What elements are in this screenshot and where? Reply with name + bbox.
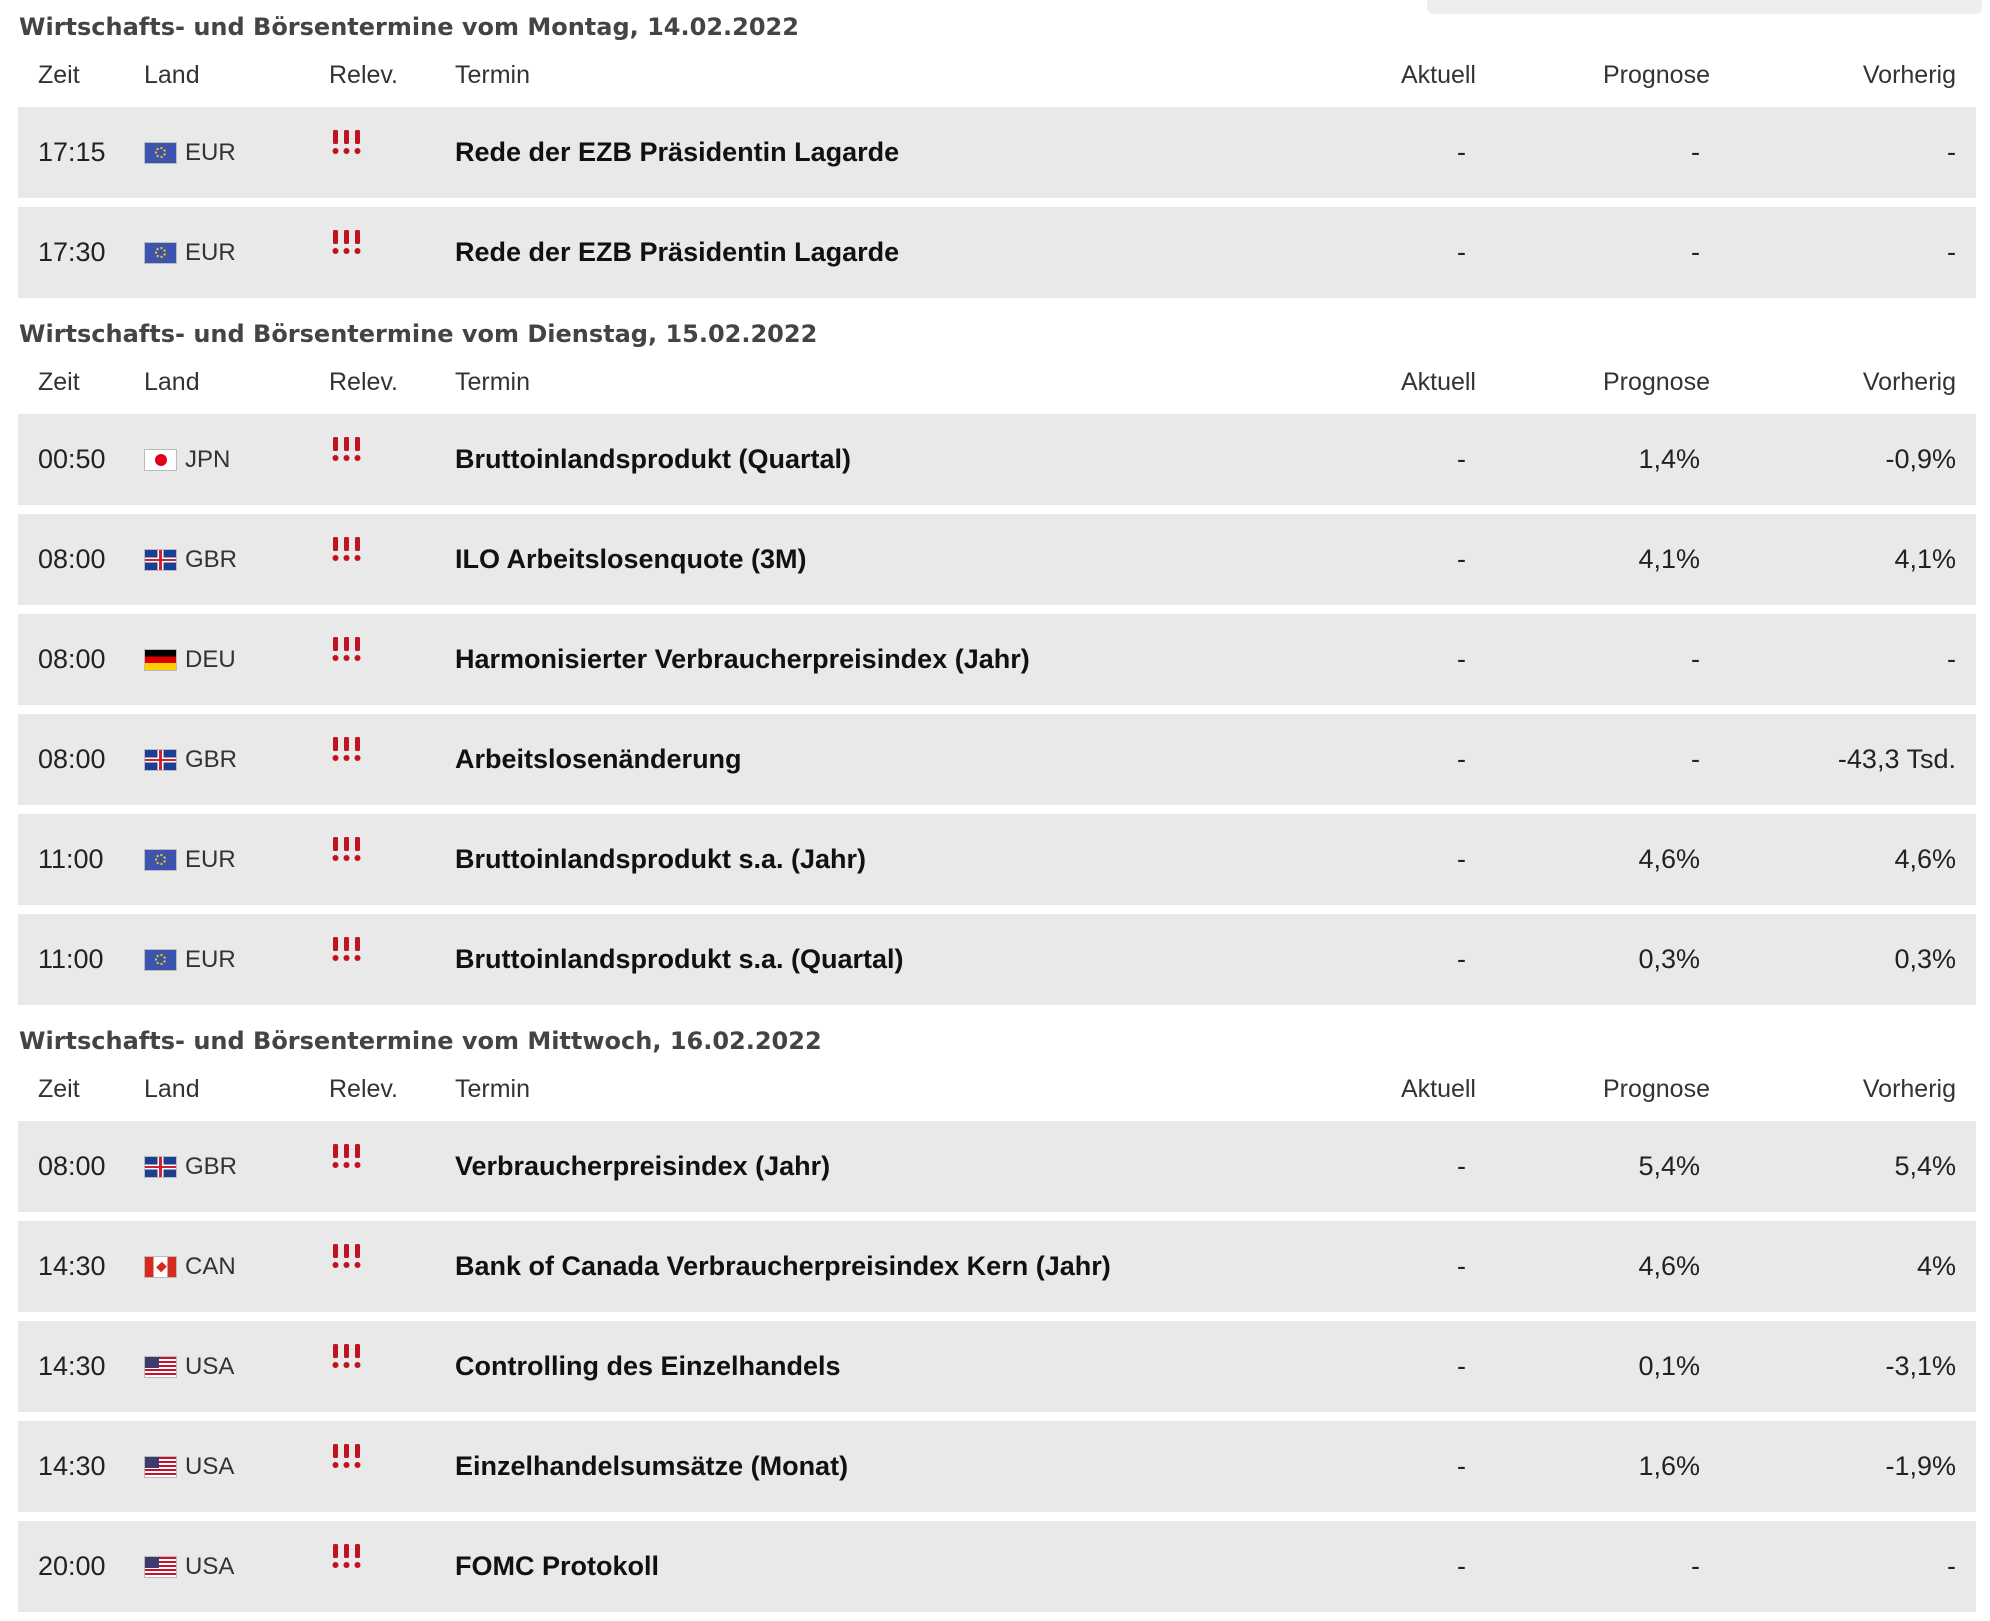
event-forecast: 0,1% xyxy=(1638,1351,1700,1381)
event-relevance xyxy=(329,443,455,476)
column-header-row xyxy=(18,1064,1976,1114)
high-relevance-icon xyxy=(329,537,367,563)
header-land: Land xyxy=(144,60,200,89)
event-country xyxy=(144,546,329,574)
event-forecast: 1,6% xyxy=(1638,1451,1700,1481)
event-relevance xyxy=(329,1450,455,1483)
event-row[interactable] xyxy=(18,614,1976,705)
event-relevance xyxy=(329,1250,455,1283)
event-forecast: 4,1% xyxy=(1638,544,1700,574)
economic-calendar xyxy=(18,0,1976,1621)
event-row[interactable] xyxy=(18,1321,1976,1412)
high-relevance-icon xyxy=(329,1244,367,1270)
event-title[interactable]: Arbeitslosenänderung xyxy=(455,744,742,774)
event-row[interactable] xyxy=(18,207,1976,298)
event-relevance xyxy=(329,843,455,876)
japan-flag-icon xyxy=(144,449,177,471)
event-country xyxy=(144,1553,329,1581)
event-previous: 4,1% xyxy=(1894,544,1956,574)
event-time: 11:00 xyxy=(38,844,104,874)
header-zeit: Zeit xyxy=(38,1074,80,1103)
event-actual: - xyxy=(1457,1451,1466,1481)
event-previous: - xyxy=(1947,1551,1956,1581)
header-prognose: Prognose xyxy=(1602,60,1710,89)
event-previous: -0,9% xyxy=(1885,444,1956,474)
country-code: EUR xyxy=(185,845,236,873)
event-row[interactable] xyxy=(18,914,1976,1005)
event-title[interactable]: Bruttoinlandsprodukt s.a. (Quartal) xyxy=(455,944,904,974)
event-row[interactable] xyxy=(18,1421,1976,1512)
event-country xyxy=(144,1153,329,1181)
event-country xyxy=(144,139,329,167)
day-section xyxy=(18,1014,1976,1612)
event-actual: - xyxy=(1457,844,1466,874)
high-relevance-icon xyxy=(329,437,367,463)
event-forecast: - xyxy=(1691,644,1700,674)
event-relevance xyxy=(329,543,455,576)
event-title[interactable]: ILO Arbeitslosenquote (3M) xyxy=(455,544,807,574)
high-relevance-icon xyxy=(329,1144,367,1170)
usa-flag-icon xyxy=(144,1556,177,1578)
day-title: Wirtschafts- und Börsentermine vom Montag, 14.02.2022 xyxy=(19,13,799,41)
header-zeit: Zeit xyxy=(38,60,80,89)
high-relevance-icon xyxy=(329,737,367,763)
event-previous: -43,3 Tsd. xyxy=(1837,744,1956,774)
germany-flag-icon xyxy=(144,649,177,671)
high-relevance-icon xyxy=(329,130,367,156)
country-code: EUR xyxy=(185,138,236,166)
event-time: 08:00 xyxy=(38,644,106,674)
event-actual: - xyxy=(1457,137,1466,167)
country-code: USA xyxy=(185,1352,235,1380)
day-section xyxy=(18,0,1976,298)
eu-flag-icon xyxy=(144,849,177,871)
header-land: Land xyxy=(144,367,200,396)
high-relevance-icon xyxy=(329,1544,367,1570)
event-previous: 0,3% xyxy=(1894,944,1956,974)
event-previous: - xyxy=(1947,644,1956,674)
event-relevance xyxy=(329,643,455,676)
event-row[interactable] xyxy=(18,714,1976,805)
day-title: Wirtschafts- und Börsentermine vom Mittwoch, 16.02.2022 xyxy=(19,1027,822,1055)
event-actual: - xyxy=(1457,944,1466,974)
country-code: USA xyxy=(185,1552,235,1580)
event-title[interactable]: Einzelhandelsumsätze (Monat) xyxy=(455,1451,849,1481)
country-code: DEU xyxy=(185,645,236,673)
event-time: 20:00 xyxy=(38,1551,106,1581)
event-previous: 5,4% xyxy=(1894,1151,1956,1181)
header-termin: Termin xyxy=(455,1074,531,1103)
header-land: Land xyxy=(144,1074,200,1103)
event-time: 08:00 xyxy=(38,744,106,774)
event-forecast: 5,4% xyxy=(1638,1151,1700,1181)
header-vorherig: Vorherig xyxy=(1862,60,1956,89)
high-relevance-icon xyxy=(329,230,367,256)
event-row[interactable] xyxy=(18,514,1976,605)
event-previous: - xyxy=(1947,137,1956,167)
event-time: 17:15 xyxy=(38,137,106,167)
event-time: 08:00 xyxy=(38,544,106,574)
event-forecast: - xyxy=(1691,744,1700,774)
event-title[interactable]: Verbraucherpreisindex (Jahr) xyxy=(455,1151,831,1181)
event-forecast: 4,6% xyxy=(1638,844,1700,874)
event-forecast: - xyxy=(1691,1551,1700,1581)
event-title[interactable]: Rede der EZB Präsidentin Lagarde xyxy=(455,137,900,167)
event-actual: - xyxy=(1457,1151,1466,1181)
header-aktuell: Aktuell xyxy=(1400,367,1476,396)
event-row[interactable] xyxy=(18,1121,1976,1212)
high-relevance-icon xyxy=(329,937,367,963)
event-time: 14:30 xyxy=(38,1351,106,1381)
event-actual: - xyxy=(1457,1251,1466,1281)
day-section xyxy=(18,307,1976,1005)
header-relevanz: Relev. xyxy=(329,367,399,396)
uk-flag-icon xyxy=(144,1156,177,1178)
country-code: JPN xyxy=(185,445,231,473)
usa-flag-icon xyxy=(144,1356,177,1378)
event-title[interactable]: Controlling des Einzelhandels xyxy=(455,1351,841,1381)
eu-flag-icon xyxy=(144,142,177,164)
uk-flag-icon xyxy=(144,749,177,771)
event-previous: - xyxy=(1947,237,1956,267)
header-prognose: Prognose xyxy=(1602,367,1710,396)
event-forecast: 1,4% xyxy=(1638,444,1700,474)
country-code: EUR xyxy=(185,945,236,973)
event-relevance xyxy=(329,136,455,169)
event-forecast: 4,6% xyxy=(1638,1251,1700,1281)
event-time: 08:00 xyxy=(38,1151,106,1181)
event-title[interactable]: Bruttoinlandsprodukt s.a. (Jahr) xyxy=(455,844,867,874)
high-relevance-icon xyxy=(329,1444,367,1470)
event-country xyxy=(144,946,329,974)
country-code: GBR xyxy=(185,745,238,773)
uk-flag-icon xyxy=(144,549,177,571)
event-country xyxy=(144,646,329,674)
event-row[interactable] xyxy=(18,814,1976,905)
header-zeit: Zeit xyxy=(38,367,80,396)
event-title[interactable]: Bank of Canada Verbraucherpreisindex Kern (Jahr) xyxy=(455,1251,1111,1281)
event-forecast: - xyxy=(1691,137,1700,167)
country-code: USA xyxy=(185,1452,235,1480)
event-actual: - xyxy=(1457,444,1466,474)
event-previous: 4,6% xyxy=(1894,844,1956,874)
country-code: EUR xyxy=(185,238,236,266)
header-aktuell: Aktuell xyxy=(1400,60,1476,89)
usa-flag-icon xyxy=(144,1456,177,1478)
event-actual: - xyxy=(1457,644,1466,674)
event-title[interactable]: Bruttoinlandsprodukt (Quartal) xyxy=(455,444,851,474)
event-previous: 4% xyxy=(1916,1251,1956,1281)
event-relevance xyxy=(329,1550,455,1583)
event-previous: -3,1% xyxy=(1885,1351,1956,1381)
event-country xyxy=(144,746,329,774)
event-actual: - xyxy=(1457,1351,1466,1381)
event-country xyxy=(144,1253,329,1281)
header-relevanz: Relev. xyxy=(329,1074,399,1103)
column-header-row xyxy=(18,357,1976,407)
header-aktuell: Aktuell xyxy=(1400,1074,1476,1103)
event-row[interactable] xyxy=(18,414,1976,505)
event-title[interactable]: FOMC Protokoll xyxy=(455,1551,659,1581)
canada-flag-icon xyxy=(144,1256,177,1278)
country-code: CAN xyxy=(185,1252,236,1280)
event-forecast: - xyxy=(1691,237,1700,267)
high-relevance-icon xyxy=(329,1344,367,1370)
event-row[interactable] xyxy=(18,107,1976,198)
header-termin: Termin xyxy=(455,367,531,396)
header-termin: Termin xyxy=(455,60,531,89)
event-actual: - xyxy=(1457,744,1466,774)
high-relevance-icon xyxy=(329,637,367,663)
event-row[interactable] xyxy=(18,1521,1976,1612)
event-forecast: 0,3% xyxy=(1638,944,1700,974)
event-country xyxy=(144,446,329,474)
eu-flag-icon xyxy=(144,949,177,971)
header-relevanz: Relev. xyxy=(329,60,399,89)
event-relevance xyxy=(329,1150,455,1183)
event-country xyxy=(144,1453,329,1481)
column-header-row xyxy=(18,50,1976,100)
event-title[interactable]: Harmonisierter Verbraucherpreisindex (Jahr) xyxy=(455,644,1030,674)
event-relevance xyxy=(329,743,455,776)
day-title: Wirtschafts- und Börsentermine vom Dienstag, 15.02.2022 xyxy=(19,320,818,348)
event-time: 17:30 xyxy=(38,237,106,267)
event-relevance xyxy=(329,1350,455,1383)
event-actual: - xyxy=(1457,1551,1466,1581)
header-prognose: Prognose xyxy=(1602,1074,1710,1103)
event-time: 11:00 xyxy=(38,944,104,974)
event-country xyxy=(144,846,329,874)
event-actual: - xyxy=(1457,237,1466,267)
event-row[interactable] xyxy=(18,1221,1976,1312)
event-time: 00:50 xyxy=(38,444,106,474)
event-country xyxy=(144,239,329,267)
event-title[interactable]: Rede der EZB Präsidentin Lagarde xyxy=(455,237,900,267)
event-country xyxy=(144,1353,329,1381)
event-time: 14:30 xyxy=(38,1451,106,1481)
event-previous: -1,9% xyxy=(1885,1451,1956,1481)
event-time: 14:30 xyxy=(38,1251,106,1281)
eu-flag-icon xyxy=(144,242,177,264)
country-code: GBR xyxy=(185,545,238,573)
event-relevance xyxy=(329,236,455,269)
high-relevance-icon xyxy=(329,837,367,863)
event-actual: - xyxy=(1457,544,1466,574)
event-relevance xyxy=(329,943,455,976)
header-vorherig: Vorherig xyxy=(1862,367,1956,396)
country-code: GBR xyxy=(185,1152,238,1180)
header-vorherig: Vorherig xyxy=(1862,1074,1956,1103)
